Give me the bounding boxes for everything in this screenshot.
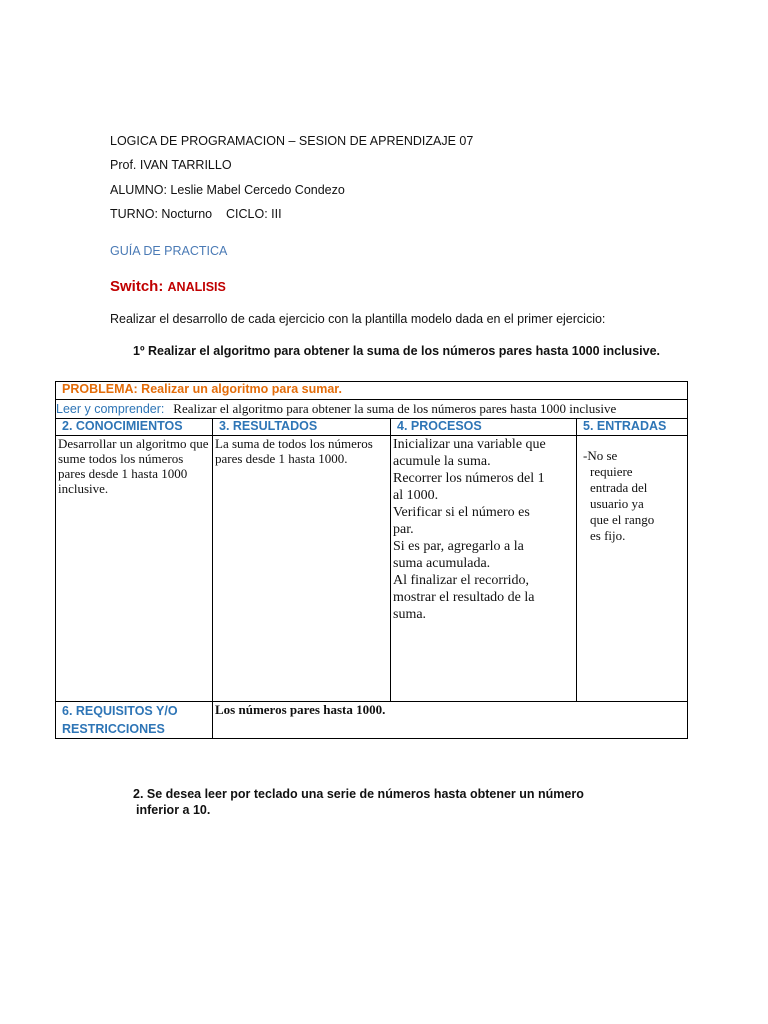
guia-heading: GUÍA DE PRACTICA [110, 244, 228, 258]
switch-subtitle: ANALISIS [167, 280, 226, 294]
leer-text: Realizar el algoritmo para obtener la suma de los números pares hasta 1000 inclusive [173, 401, 617, 416]
exercise-2-title [133, 786, 584, 818]
turno-text: TURNO: Nocturno [110, 207, 213, 221]
ciclo-text: CICLO: III [226, 207, 282, 221]
entradas-cell [577, 436, 688, 702]
switch-heading [110, 278, 226, 295]
procesos-line: suma acumulada. [393, 556, 491, 571]
header-procesos: 4. PROCESOS [391, 419, 577, 436]
student-name: ALUMNO: Leslie Mabel Cercedo Condezo [110, 183, 345, 197]
requisitos-label-cell [56, 702, 213, 739]
procesos-line: Si es par, agregarlo a la [393, 539, 524, 554]
procesos-line: acumule la suma. [393, 454, 491, 469]
procesos-line: Verificar si el número es [393, 505, 530, 520]
switch-label: Switch: [110, 278, 164, 295]
requisitos-label-line: 6. REQUISITOS Y/O [62, 704, 178, 718]
entradas-line: que el rango [590, 512, 655, 527]
procesos-line: al 1000. [393, 488, 439, 503]
resultados-cell [213, 436, 391, 702]
entradas-line: es fijo. [590, 528, 626, 543]
conocimientos-cell [56, 436, 213, 702]
procesos-line: mostrar el resultado de la [393, 590, 535, 605]
problema-cell: PROBLEMA: Realizar un algoritmo para sumar. [56, 382, 688, 400]
requisitos-label-line: RESTRICCIONES [62, 722, 165, 736]
procesos-line: suma. [393, 607, 427, 622]
header-entradas: 5. ENTRADAS [577, 419, 688, 436]
course-title: LOGICA DE PROGRAMACION – SESION DE APRENDIZAJE 07 [110, 134, 474, 148]
entradas-line: requiere [590, 464, 633, 479]
entradas-line: usuario ya [590, 496, 644, 511]
resultados-text: La suma de todos los números pares desde 1 hasta 1000. [215, 436, 373, 466]
exercise-2-line: 2. Se desea leer por teclado una serie de números hasta obtener un número [133, 787, 584, 801]
entradas-line: -No se [583, 448, 618, 463]
procesos-line: Recorrer los números del 1 [393, 471, 545, 486]
exercise-2-line: inferior a 10. [136, 803, 211, 817]
entradas-line: entrada del [590, 480, 648, 495]
turno-ciclo [110, 207, 282, 221]
intro-text: Realizar el desarrollo de cada ejercicio con la plantilla modelo dada en el primer ejercicio: [110, 312, 606, 326]
procesos-line: par. [393, 522, 414, 537]
procesos-cell [391, 436, 577, 702]
analysis-table [55, 381, 688, 739]
leer-label: Leer y comprender: [56, 402, 165, 416]
requisitos-text: Los números pares hasta 1000. [215, 702, 386, 717]
header-conocimientos: 2. CONOCIMIENTOS [56, 419, 213, 436]
leer-cell [56, 400, 688, 419]
procesos-line: Al finalizar el recorrido, [393, 573, 530, 588]
header-resultados: 3. RESULTADOS [213, 419, 391, 436]
conocimientos-text: Desarrollar un algoritmo que sume todos los números pares desde 1 hasta 1000 inclusive. [58, 436, 209, 496]
requisitos-text-cell [213, 702, 688, 739]
procesos-line: Inicializar una variable que [393, 437, 546, 452]
exercise-1-title: 1º Realizar el algoritmo para obtener la suma de los números pares hasta 1000 inclusive. [133, 344, 660, 358]
professor-name: Prof. IVAN TARRILLO [110, 158, 232, 172]
